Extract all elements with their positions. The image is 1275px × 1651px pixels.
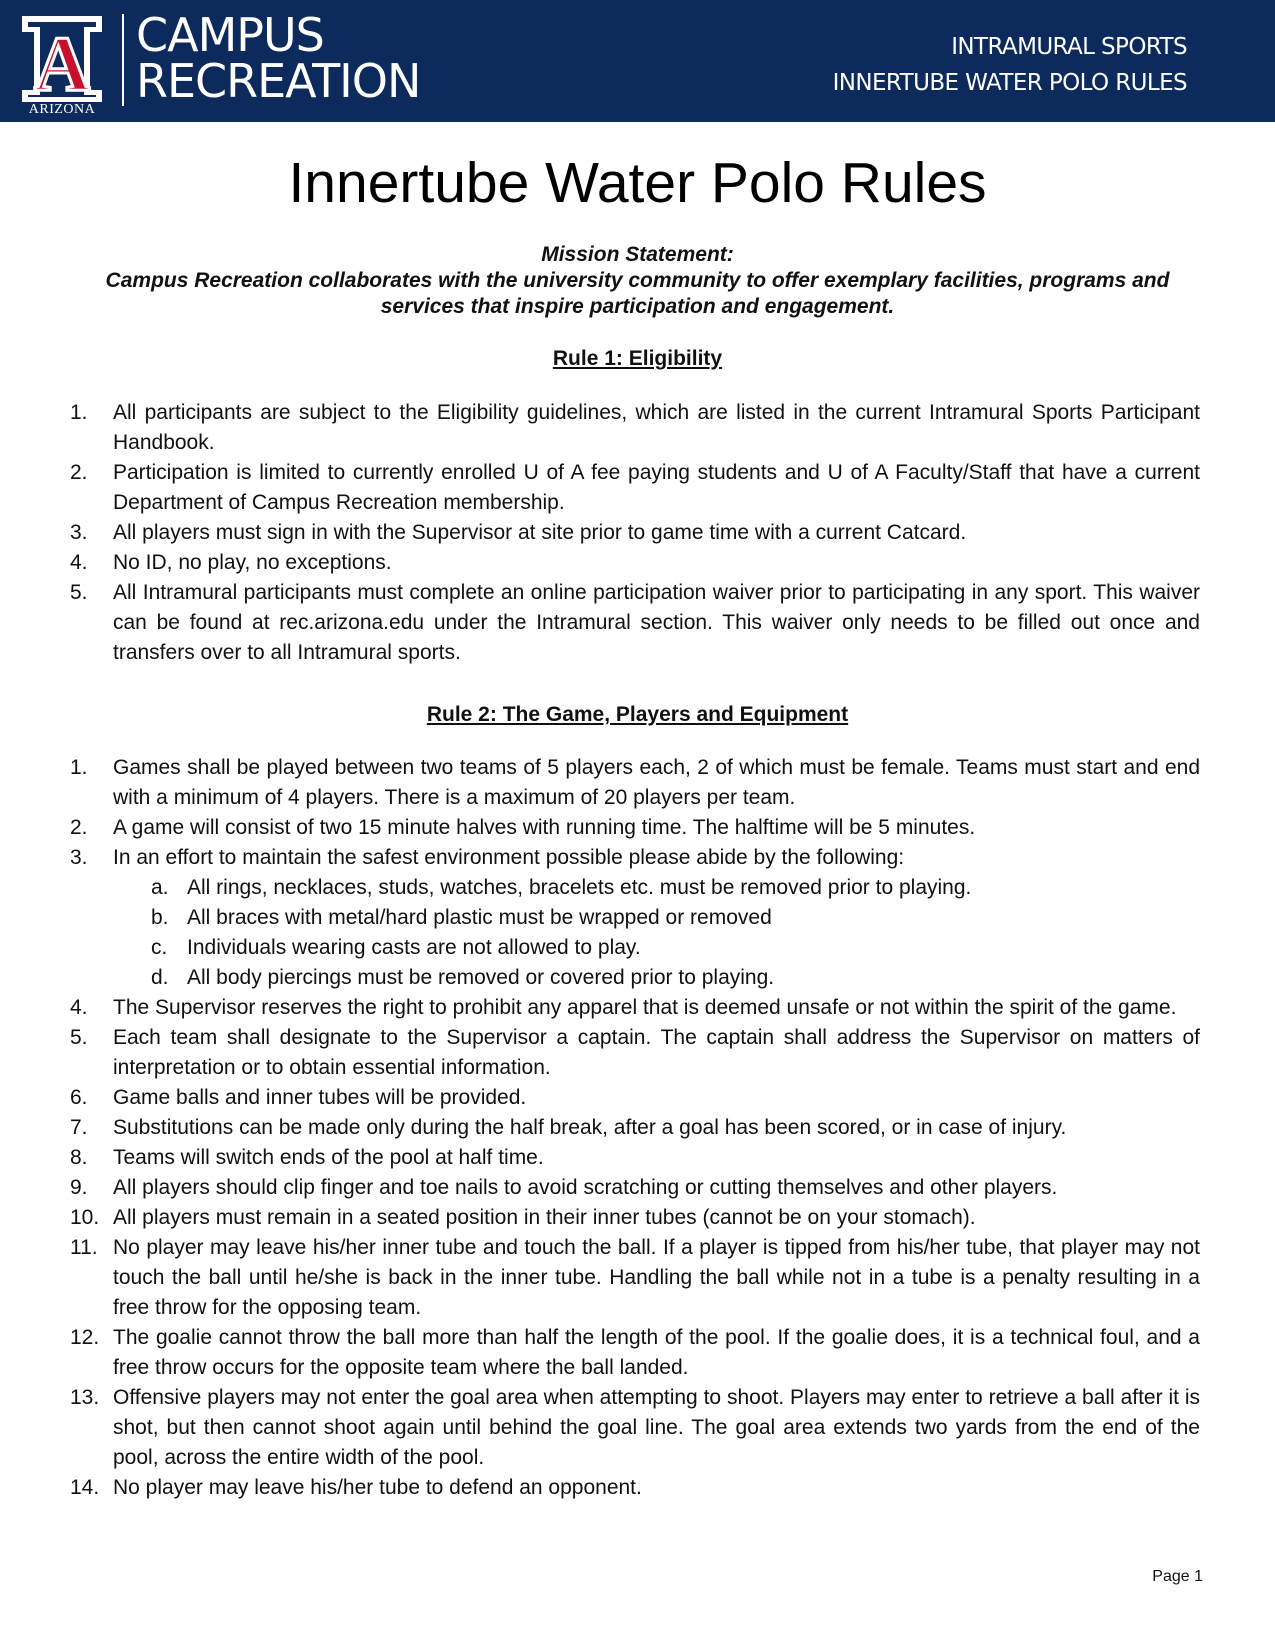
sub-list-item: d. All body piercings must be removed or covered prior to playing. — [151, 966, 775, 989]
logo-text-campus: CAMPUS — [136, 8, 324, 62]
svg-text:ARIZONA: ARIZONA — [28, 102, 96, 116]
sub-list-item: c. Individuals wearing casts are not allowed to play. — [151, 936, 641, 959]
list-item: 4. No ID, no play, no exceptions. — [70, 551, 392, 574]
rule-1-list — [70, 398, 1200, 668]
list-item: 10. All players must remain in a seated position in their inner tubes (cannot be on your stomach). — [70, 1206, 976, 1229]
list-item: 1. Games shall be played between two teams of 5 players each, 2 of which must be female. Teams must start and end with a minimum of 4 players. There is a maximum of 20 players per team. — [70, 756, 1200, 809]
list-item: 2. A game will consist of two 15 minute halves with running time. The halftime will be 5 minutes. — [70, 816, 976, 839]
logo-text-recreation: RECREATION — [136, 54, 421, 108]
list-item: 11. No player may leave his/her inner tube and touch the ball. If a player is tipped from his/her tube, that player may not touch the ball until he/she is back in the inner tube. Handling the ball while not in a tube is a penalty resulting in a free throw for the opposing team. — [70, 1236, 1200, 1319]
list-item: 3. All players must sign in with the Supervisor at site prior to game time with a current Catcard. — [70, 521, 967, 544]
mission-text: Campus Recreation collaborates with the university community to offer exemplary facilities, programs and services that inspire participation and engagement. — [105, 269, 1170, 318]
list-item: 8. Teams will switch ends of the pool at half time. — [70, 1146, 544, 1169]
page-number: Page 1 — [1152, 1568, 1203, 1585]
rule-2-heading: Rule 2: The Game, Players and Equipment — [426, 703, 849, 726]
list-item: 14. No player may leave his/her tube to defend an opponent. — [70, 1476, 642, 1499]
list-item: 1. All participants are subject to the Eligibility guidelines, which are listed in the current Intramural Sports Participant Handbook. — [70, 401, 1200, 454]
logo-divider — [122, 14, 124, 106]
rule-2-3-sublist — [113, 873, 1200, 993]
svg-text:A: A — [33, 20, 91, 107]
list-item: 4. The Supervisor reserves the right to prohibit any apparel that is deemed unsafe or not within the spirit of the game. — [70, 996, 1177, 1019]
list-item: 2. Participation is limited to currently enrolled U of A fee paying students and U of A Faculty/Staff that have a current Department of Campus Recreation membership. — [70, 461, 1200, 514]
list-item: 7. Substitutions can be made only during the half break, after a goal has been scored, or in case of injury. — [70, 1116, 1067, 1139]
list-item: 5. All Intramural participants must complete an online participation waiver prior to participating in any sport. This waiver can be found at rec.arizona.edu under the Intramural section. This waiver only needs to be filled out once and transfers over to all Intramural sports. — [70, 581, 1200, 664]
sub-list-item: b. All braces with metal/hard plastic must be wrapped or removed — [151, 906, 772, 929]
rule-1-heading: Rule 1: Eligibility — [552, 347, 723, 370]
arizona-logo-icon — [12, 10, 112, 116]
header-document-label: INNERTUBE WATER POLO RULES — [832, 70, 1187, 96]
list-item: 5. Each team shall designate to the Supervisor a captain. The captain shall address the Supervisor on matters of interpretation or to obtain essential information. — [70, 1026, 1200, 1079]
list-item: 12. The goalie cannot throw the ball more than half the length of the pool. If the goalie does, it is a technical foul, and a free throw occurs for the opposite team where the ball landed. — [70, 1326, 1200, 1379]
mission-heading: Mission Statement: — [541, 243, 734, 266]
mission-statement — [70, 242, 1205, 320]
sub-list-item: a. All rings, necklaces, studs, watches, bracelets etc. must be removed prior to playing. — [151, 876, 972, 899]
list-item: 3. In an effort to maintain the safest environment possible please abide by the following: a. All rings, necklaces, studs, watches, bracelets etc. must be removed prior to playing. b. All braces with metal/hard plastic must be wrapped or removed c. Individuals wearing casts are not allowed to play. d. All body piercings must be removed or covered prior to playing. — [70, 843, 1200, 993]
header-banner — [0, 0, 1275, 122]
header-section-label: INTRAMURAL SPORTS — [951, 34, 1187, 60]
rule-2-list — [70, 753, 1200, 1503]
page-title: Innertube Water Polo Rules — [288, 151, 987, 215]
list-item: 6. Game balls and inner tubes will be provided. — [70, 1086, 527, 1109]
list-item: 9. All players should clip finger and toe nails to avoid scratching or cutting themselves and other players. — [70, 1176, 1058, 1199]
list-item: 13. Offensive players may not enter the goal area when attempting to shoot. Players may enter to retrieve a ball after it is shot, but then cannot shoot again until behind the goal line. The goal area extends two yards from the end of the pool, across the entire width of the pool. — [70, 1386, 1200, 1469]
